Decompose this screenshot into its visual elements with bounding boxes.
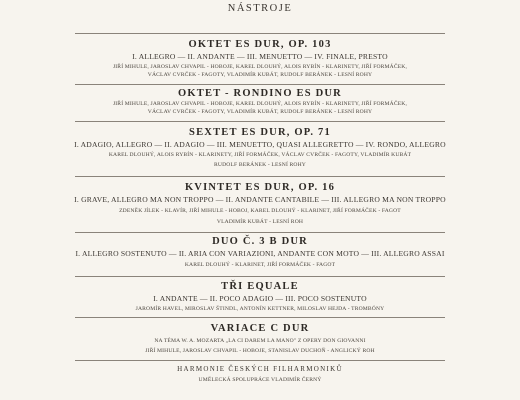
section-performers: VÁCLAV CVRČEK - FAGOTY, VLADIMÍR KUBÁT, RUDOLF BERÁNEK - LESNÍ ROHY [147, 72, 373, 78]
section-performers: NA TÉMA W. A. MOZARTA „LA CI DAREM LA MANO" Z OPERY DON GIOVANNI [154, 338, 366, 344]
section-divider [75, 360, 445, 361]
section-performers: VÁCLAV CVRČEK - FAGOTY, VLADIMÍR KUBÁT, RUDOLF BERÁNEK - LESNÍ ROHY [147, 109, 373, 115]
section-performers: JIŘÍ MIHULE, JAROSLAV CHVAPIL - HOBOJE, KAREL DLOUHÝ, ALOIS RYBÍN - KLARINETY, JIŘÍ FORMÁČEK, [112, 64, 408, 70]
section-performers: RUDOLF BERÁNEK - LESNÍ ROHY [214, 162, 306, 168]
section-divider [75, 33, 445, 34]
section-divider [75, 176, 445, 177]
section-divider [75, 121, 445, 122]
page-title: NÁSTROJE [227, 3, 293, 14]
section-performers: JAROMÍR HAVEL, MIROSLAV ŠTINDL, ANTONÍN KETTNER, MILOSLAV HEJDA - TROMBÓNY [135, 306, 385, 312]
section-title: OKTET - RONDINO ES DUR [178, 88, 342, 99]
ensemble-name: HARMONIE ČESKÝCH FILHARMONIKŮ [177, 365, 343, 373]
section-title: VARIACE C DUR [210, 323, 310, 334]
section-movements: I. GRAVE, ALLEGRO MA NON TROPPO — II. ANDANTE CANTABILE — III. ALLEGRO MA NON TROPPO [74, 195, 446, 204]
section-performers: JIŘÍ MIHULE, JAROSLAV CHVAPIL - HOBOJE, KAREL DLOUHÝ, ALOIS RYBÍN - KLARINETY, JIŘÍ FORMÁČEK, [112, 101, 408, 107]
section-divider [75, 276, 445, 277]
section-performers: JIŘÍ MIHULE, JAROSLAV CHVAPIL - HOBOJE, STANISLAV DUCHOŇ - ANGLICKÝ ROH [145, 348, 375, 354]
section-movements: I. ALLEGRO — II. ANDANTE — III. MENUETTO — IV. FINALE, PRESTO [132, 52, 388, 61]
section-performers: KAREL DLOUHÝ - KLARINET, JIŘÍ FORMÁČEK - FAGOT [184, 262, 336, 268]
section-performers: ZDENĚK JÍLEK - KLAVÍR, JIŘÍ MIHULE - HOBOJ, KAREL DLOUHÝ - KLARINET, JIŘÍ FORMÁČEK - FAGOT [119, 208, 401, 214]
section-movements: I. ALLEGRO SOSTENUTO — II. ARIA CON VARIAZIONI, ANDANTE CON MOTO — III. ALLEGRO ASSAI [75, 249, 445, 258]
section-title: SEXTET ES DUR, OP. 71 [189, 127, 331, 138]
artistic-collaboration: UMĚLECKÁ SPOLUPRÁCE VLADIMÍR ČERNÝ [198, 377, 322, 383]
section-movements: I. ADAGIO, ALLEGRO — II. ADAGIO — III. MENUETTO, QUASI ALLEGRETTO — IV. RONDO, ALLEGRO [74, 140, 446, 149]
section-divider [75, 232, 445, 233]
section-performers: VLADIMÍR KUBÁT - LESNÍ ROH [216, 219, 304, 225]
section-title: OKTET ES DUR, OP. 103 [188, 39, 332, 50]
section-title: KVINTET ES DUR, OP. 16 [184, 182, 336, 193]
section-title: DUO Č. 3 B DUR [212, 236, 308, 247]
section-title: TŘI EQUALE [221, 281, 299, 292]
section-movements: I. ANDANTE — II. POCO ADAGIO — III. POCO SOSTENUTO [153, 294, 367, 303]
section-divider [75, 84, 445, 85]
section-performers: KAREL DLOUHÝ, ALOIS RYBÍN - KLARINETY, JIŘÍ FORMÁČEK, VÁCLAV CVRČEK - FAGOTY, VLADIMÍR KUBÁT [108, 152, 412, 158]
section-divider [75, 317, 445, 318]
